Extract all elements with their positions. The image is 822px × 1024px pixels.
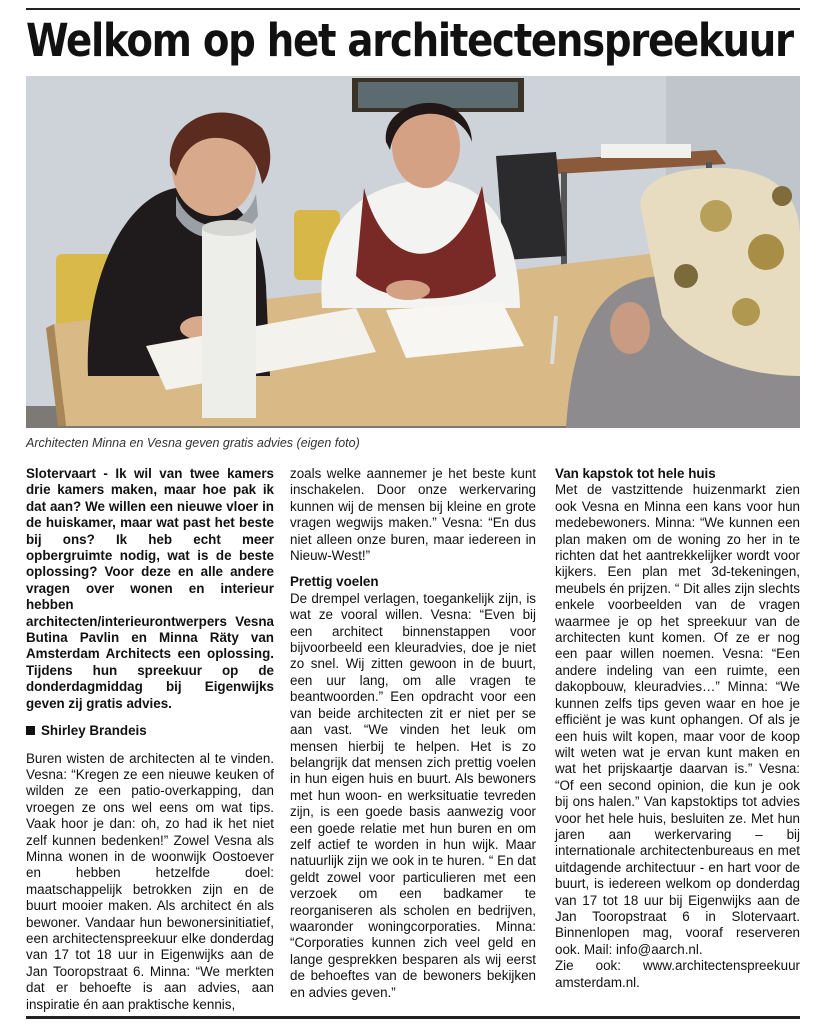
column-3 [555,466,800,991]
photo-illustration [26,76,800,428]
body-paragraph-2: zoals welke aannemer je het beste kunt inschakelen. Door onze werkervaring kunnen wij de mensen bij kleine en grote vragen wegwijs maken.” Vesna: “En dus niet alleen onze buren, maar iedereen in Nieuw-West!” [290,466,536,564]
top-rule [26,8,800,10]
square-bullet-icon [26,726,35,735]
subheading-prettig-voelen: Prettig voelen [290,574,379,590]
see-also-link: Zie ook: www.architectenspreekuur amsterdam.nl. [555,958,800,990]
body-paragraph-1: Buren wisten de architecten al te vinden. Vesna: “Kregen ze een nieuwe keuken of wilden ze een patio-overkapping, dan vroegen ze ons wel eens om wat tips. Vaak hoor je dan: oh, zo had ik het niet zelf kunnen bedenken!” Zowel Vesna als Minna wonen in de woonwijk Oostoever en hebben hetzelfde doel: maatschappelijk betrokken zijn en de buurt mooier maken. Als architect én als bewoner. Vandaar hun bewonersinitiatief, een architectenspreekuur elke donderdag van 17 tot 18 uur in Eigenwijks aan de Jan Tooropstraat 6. Minna: “We merkten dat er behoefte is aan advies, aan inspiratie én aan praktische kennis, [26,750,274,1012]
bottom-rule [26,1016,800,1019]
byline [26,723,274,739]
body-paragraph-4: Met de vastzittende huizenmarkt zien ook Vesna en Minna een kans voor hun medebewoners. Minna: “We kunnen een plan maken om de woning zo her in te richten dat het aantrekkelijker wordt voor kijkers. Een plan met 3d-tekeningen, meubels én prijzen. “ Dit alles zijn slechts enkele voorbeelden van de vragen waarmee je op het spreekuur van de architecten kunt komen. Of ze er nog een paar willen noemen. Vesna: “Een andere indeling van een ruimte, een dakopbouw, kleuradvies…” Minna: “We kunnen zelfs tips geven waar en hoe je efficiënt je was kunt ophangen. Of als je een huis wilt kopen, maar voor de koop wilt weten wat je ervan kunt maken en wat het prijskaartje daarvan is.” Vesna: “Of een second opinion, die kun je ook bij ons halen.” Van kapstoktips tot advies voor het hele huis, besluiten ze. Met hun jaren aan werkervaring – bij internationale architectenbureaus en met uitdagende architectuur - en hart voor de buurt, is iedereen welkom op donderdag van 17 tot 18 uur bij Eigenwijks aan de Jan Tooropstraat 6 in Slotervaart. Binnenlopen mag, vooraf reserveren ook. Mail: info@aarch.nl. [555,482,800,957]
photo-caption: Architecten Minna en Vesna geven gratis advies (eigen foto) [26,436,360,450]
body-paragraph-3: De drempel verlagen, toegankelijk zijn, is wat ze vooral willen. Vesna: “Even bij een architect binnenstappen voor bijvoorbeeld een kleuradvies, doe je niet zo snel. Wij zitten gewoon in de buurt, een uur lang, om alle vragen te beantwoorden.” Een opdracht voor een van beide architecten zit er niet per se aan vast. “We vinden het leuk om mensen hierbij te helpen. Het is zo belangrijk dat mensen zich prettig voelen in hun eigen huis en buurt. Als bewoners met hun woon- en werksituatie tevreden zijn, is een goede basis aanwezig voor een goede relatie met hun buren en om zelf actief te worden in hun wijk. Maar natuurlijk zijn we ook in te huren. “ En dat geldt zowel voor particulieren met een verzoek om een badkamer te reorganiseren als scholen en bedrijven, waaronder woningcorporaties. Minna: “Corporaties kunnen zich veel geld en lange gesprekken besparen als wij eerst de behoeftes van de bewoners bekijken en advies geven.” [290,590,536,1000]
column-1 [26,466,274,1013]
article-photo [26,76,800,428]
subheading-van-kapstok: Van kapstok tot hele huis [555,466,716,481]
article-lead: Slotervaart - Ik wil van twee kamers drie kamers maken, maar hoe pak ik dat aan? We willen een nieuwe vloer in de huiskamer, maar wat past het beste bij ons? Ik heb echt meer opbergruimte nodig, wat is de beste oplossing? Voor deze en alle andere vragen over wonen en interieur hebben architecten/interieurontwerpers Vesna Butina Pavlin en Minna Räty van Amsterdam Architects een oplossing. Tijdens hun spreekuur op de donderdagmiddag bij Eigenwijks geven zij gratis advies. [26,466,274,711]
byline-author: Shirley Brandeis [41,723,147,739]
headline: Welkom op het architectenspreekuur [26,14,793,67]
column-2 [290,466,536,1001]
